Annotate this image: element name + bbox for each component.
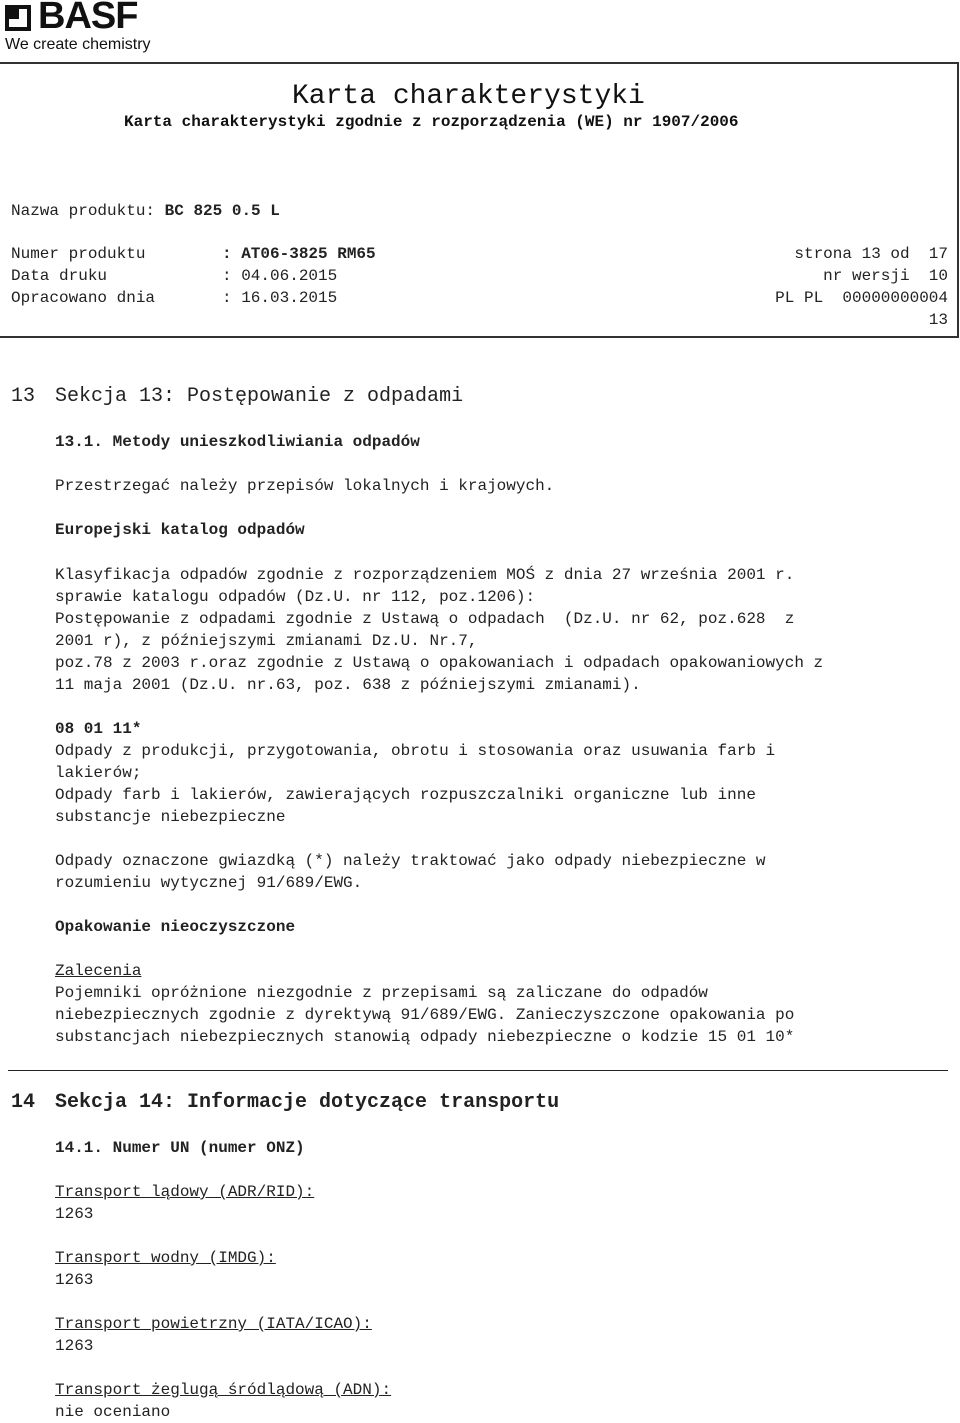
transport-air-value: 1263	[55, 1337, 94, 1355]
prepared-date-label: Opracowano dnia	[11, 289, 156, 307]
transport-inland-value: nie oceniano	[55, 1403, 171, 1421]
document-subtitle: Karta charakterystyki zgodnie z rozporządzenia (WE) nr 1907/2006	[124, 113, 739, 131]
waste-description-line: Odpady z produkcji, przygotowania, obrotu i stosowania oraz usuwania farb i	[55, 742, 776, 760]
product-number-value: : AT06-3825 RM65	[222, 245, 376, 263]
transport-land-label: Transport lądowy (ADR/RID):	[55, 1183, 315, 1201]
catalog-line: 11 maja 2001 (Dz.U. nr.63, poz. 638 z późniejszymi zmianami).	[55, 676, 641, 694]
section-13-number: 13	[11, 385, 36, 408]
prepared-date-value: : 16.03.2015	[222, 289, 338, 307]
transport-sea-value: 1263	[55, 1271, 94, 1289]
waste-description-line: substancje niebezpieczne	[55, 808, 286, 826]
print-date-value: : 04.06.2015	[222, 267, 338, 285]
document-code: PL PL 00000000004	[775, 289, 948, 307]
recommendation-line: niebezpiecznych zgodnie z dyrektywą 91/689/EWG. Zanieczyszczone opakowania po	[55, 1006, 795, 1024]
transport-air-label: Transport powietrzny (IATA/ICAO):	[55, 1315, 372, 1333]
recommendation-label: Zalecenia	[55, 962, 142, 980]
waste-catalog-heading: Europejski katalog odpadów	[55, 521, 305, 539]
catalog-line: poz.78 z 2003 r.oraz zgodnie z Ustawą o opakowaniach i odpadach opakowaniowych z	[55, 654, 824, 672]
section-13-1-title: 13.1. Metody unieszkodliwiania odpadów	[55, 433, 420, 451]
catalog-line: sprawie katalogu odpadów (Dz.U. nr 112, poz.1206):	[55, 588, 536, 606]
section-13-title: Sekcja 13: Postępowanie z odpadami	[55, 385, 464, 408]
transport-land-value: 1263	[55, 1205, 94, 1223]
logo-slogan: We create chemistry	[5, 36, 151, 53]
print-date-label: Data druku	[11, 267, 108, 285]
waste-description-line: Odpady farb i lakierów, zawierających rozpuszczalniki organiczne lub inne	[55, 786, 756, 804]
asterisk-note-line: rozumieniu wytycznej 91/689/EWG.	[55, 874, 363, 892]
section-13-paragraph: Przestrzegać należy przepisów lokalnych i krajowych.	[55, 477, 555, 495]
document-code-suffix: 13	[928, 311, 948, 329]
asterisk-note-line: Odpady oznaczone gwiazdką (*) należy traktować jako odpady niebezpieczne w	[55, 852, 766, 870]
waste-code: 08 01 11*	[55, 720, 142, 738]
logo-wordmark: BASF	[38, 0, 138, 37]
packaging-heading: Opakowanie nieoczyszczone	[55, 918, 296, 936]
logo-square-inner-icon	[9, 9, 19, 19]
catalog-line: Klasyfikacja odpadów zgodnie z rozporządzeniem MOŚ z dnia 27 września 2001 r.	[55, 566, 795, 584]
section-14-title: Sekcja 14: Informacje dotyczące transportu	[55, 1091, 560, 1114]
catalog-line: 2001 r), z późniejszymi zmianami Dz.U. Nr.7,	[55, 632, 478, 650]
waste-description-line: lakierów;	[55, 764, 142, 782]
version-indicator: nr wersji 10	[823, 267, 948, 285]
recommendation-line: substancjach niebezpiecznych stanowią odpady niebezpieczne o kodzie 15 01 10*	[55, 1028, 795, 1046]
transport-inland-label: Transport żeglugą śródlądową (ADN):	[55, 1381, 392, 1399]
product-name-label: Nazwa produktu:	[11, 202, 156, 220]
product-name-row	[11, 200, 280, 222]
page-indicator: strona 13 od 17	[794, 245, 948, 263]
section-14-number: 14	[11, 1091, 36, 1114]
recommendation-line: Pojemniki opróżnione niezgodnie z przepisami są zaliczane do odpadów	[55, 984, 708, 1002]
section-14-1-title: 14.1. Numer UN (numer ONZ)	[55, 1139, 305, 1157]
product-number-label: Numer produktu	[11, 245, 146, 263]
transport-sea-label: Transport wodny (IMDG):	[55, 1249, 276, 1267]
document-title: Karta charakterystyki	[292, 81, 645, 112]
product-name-value: BC 825 0.5 L	[164, 202, 280, 220]
section-divider	[8, 1070, 948, 1071]
catalog-line: Postępowanie z odpadami zgodnie z Ustawą o odpadach (Dz.U. nr 62, poz.628 z	[55, 610, 795, 628]
